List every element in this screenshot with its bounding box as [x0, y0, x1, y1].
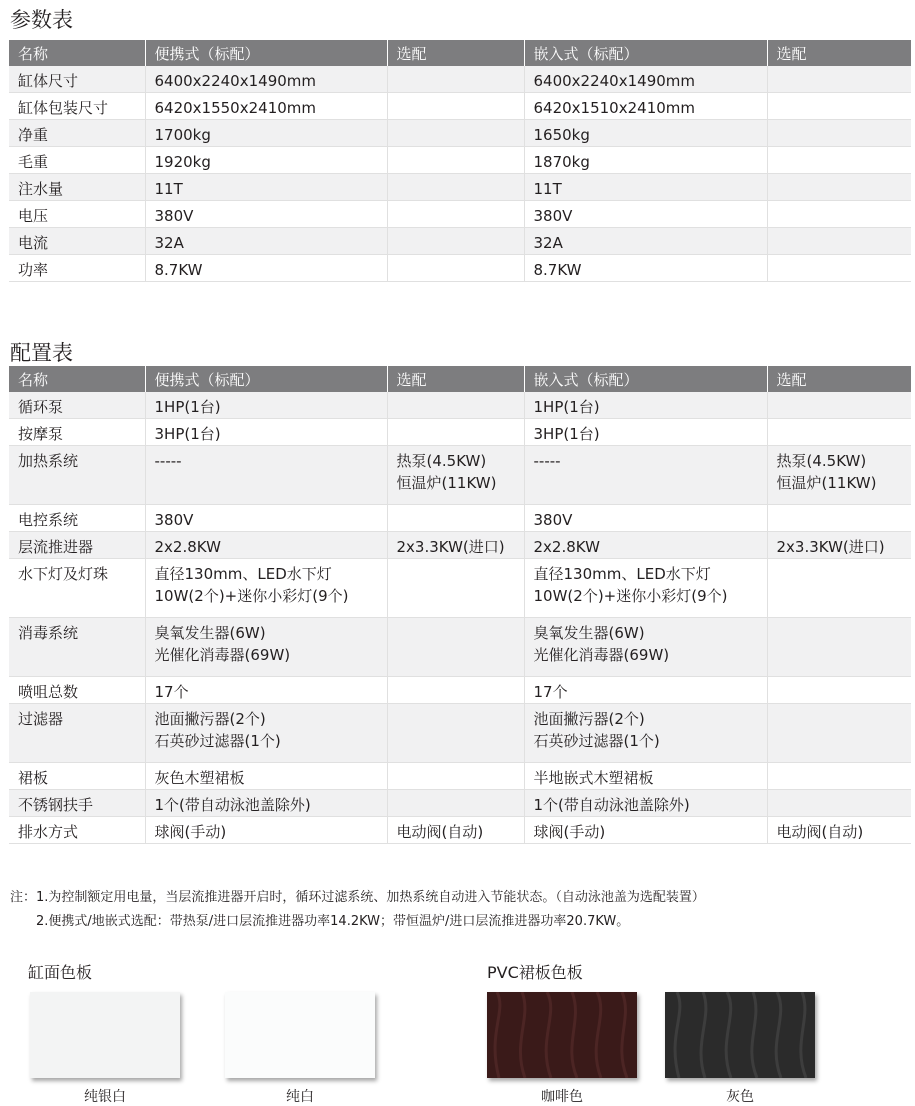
swatch-label: 纯银白 — [84, 1089, 126, 1105]
row-name-cell: 不锈钢扶手 — [9, 790, 145, 817]
value-cell: 11T — [145, 174, 387, 201]
column-header: 选配 — [767, 366, 911, 392]
column-header: 便携式（标配） — [145, 366, 387, 392]
table-row — [9, 618, 911, 677]
column-header: 名称 — [9, 40, 145, 66]
value-cell: 1700kg — [145, 120, 387, 147]
value-cell: 2x2.8KW — [145, 532, 387, 559]
params-table — [9, 40, 911, 282]
value-cell — [387, 505, 524, 532]
table-row — [9, 817, 911, 844]
skirt-swatch-title: PVC裙板色板 — [487, 963, 583, 982]
value-cell: ----- — [145, 446, 387, 505]
table-row — [9, 677, 911, 704]
value-cell: ----- — [524, 446, 767, 505]
column-header: 便携式（标配） — [145, 40, 387, 66]
swatch-label: 咖啡色 — [541, 1089, 583, 1105]
row-name-cell: 裙板 — [9, 763, 145, 790]
value-cell — [387, 677, 524, 704]
value-cell — [767, 704, 911, 763]
swatch-label: 灰色 — [726, 1089, 754, 1105]
row-name-cell: 按摩泵 — [9, 419, 145, 446]
column-header: 选配 — [767, 40, 911, 66]
row-name-cell: 水下灯及灯珠 — [9, 559, 145, 618]
row-name-cell: 电压 — [9, 201, 145, 228]
value-cell — [767, 677, 911, 704]
row-name-cell: 过滤器 — [9, 704, 145, 763]
value-cell — [387, 174, 524, 201]
value-cell: 380V — [145, 505, 387, 532]
value-cell — [767, 228, 911, 255]
row-name-cell: 缸体包装尺寸 — [9, 93, 145, 120]
wood-grain-pattern — [487, 992, 637, 1078]
value-cell: 380V — [524, 201, 767, 228]
config-header-row — [9, 366, 911, 392]
swatch-pure-white — [225, 992, 375, 1078]
column-header: 嵌入式（标配） — [524, 366, 767, 392]
value-cell: 2x2.8KW — [524, 532, 767, 559]
value-cell: 电动阀(自动) — [767, 817, 911, 844]
swatch-silver-white — [30, 992, 180, 1078]
row-name-cell: 循环泵 — [9, 392, 145, 419]
value-cell: 池面撇污器(2个) 石英砂过滤器(1个) — [524, 704, 767, 763]
value-cell — [387, 419, 524, 446]
table-row — [9, 201, 911, 228]
value-cell: 球阀(手动) — [524, 817, 767, 844]
value-cell: 1个(带自动泳池盖除外) — [145, 790, 387, 817]
value-cell: 1870kg — [524, 147, 767, 174]
row-name-cell: 排水方式 — [9, 817, 145, 844]
table-row — [9, 559, 911, 618]
value-cell — [387, 763, 524, 790]
value-cell: 6420x1510x2410mm — [524, 93, 767, 120]
table-row — [9, 228, 911, 255]
row-name-cell: 电流 — [9, 228, 145, 255]
value-cell — [767, 392, 911, 419]
value-cell: 17个 — [145, 677, 387, 704]
value-cell — [387, 120, 524, 147]
row-name-cell: 层流推进器 — [9, 532, 145, 559]
value-cell — [387, 392, 524, 419]
value-cell: 2x3.3KW(进口) — [767, 532, 911, 559]
value-cell: 灰色木塑裙板 — [145, 763, 387, 790]
value-cell: 6420x1550x2410mm — [145, 93, 387, 120]
value-cell — [387, 93, 524, 120]
value-cell: 1920kg — [145, 147, 387, 174]
value-cell — [767, 120, 911, 147]
value-cell: 直径130mm、LED水下灯 10W(2个)+迷你小彩灯(9个) — [524, 559, 767, 618]
table-row — [9, 419, 911, 446]
swatch-coffee — [487, 992, 637, 1078]
value-cell — [387, 559, 524, 618]
value-cell: 直径130mm、LED水下灯 10W(2个)+迷你小彩灯(9个) — [145, 559, 387, 618]
value-cell — [387, 66, 524, 93]
value-cell — [387, 201, 524, 228]
value-cell: 臭氧发生器(6W) 光催化消毒器(69W) — [145, 618, 387, 677]
value-cell — [767, 505, 911, 532]
value-cell: 32A — [524, 228, 767, 255]
value-cell: 2x3.3KW(进口) — [387, 532, 524, 559]
note-1: 注：1.为控制额定用电量，当层流推进器开启时，循环过滤系统、加热系统自动进入节能状态。（自动泳池盖为选配装置） — [10, 890, 705, 905]
table-row — [9, 147, 911, 174]
value-cell: 池面撇污器(2个) 石英砂过滤器(1个) — [145, 704, 387, 763]
table-row — [9, 446, 911, 505]
value-cell: 8.7KW — [524, 255, 767, 282]
value-cell: 3HP(1台) — [524, 419, 767, 446]
value-cell — [767, 763, 911, 790]
value-cell: 球阀(手动) — [145, 817, 387, 844]
row-name-cell: 功率 — [9, 255, 145, 282]
value-cell — [387, 147, 524, 174]
row-name-cell: 毛重 — [9, 147, 145, 174]
column-header: 名称 — [9, 366, 145, 392]
column-header: 嵌入式（标配） — [524, 40, 767, 66]
value-cell: 热泵(4.5KW) 恒温炉(11KW) — [387, 446, 524, 505]
value-cell — [387, 704, 524, 763]
value-cell: 8.7KW — [145, 255, 387, 282]
notes — [10, 886, 705, 934]
value-cell: 3HP(1台) — [145, 419, 387, 446]
value-cell — [767, 174, 911, 201]
table-row — [9, 704, 911, 763]
table-row — [9, 763, 911, 790]
column-header: 选配 — [387, 40, 524, 66]
value-cell: 380V — [524, 505, 767, 532]
table-row — [9, 93, 911, 120]
note-2: 2.便携式/地嵌式选配：带热泵/进口层流推进器功率14.2KW；带恒温炉/进口层流推进器功率20.7KW。 — [10, 914, 630, 929]
value-cell — [767, 419, 911, 446]
row-name-cell: 电控系统 — [9, 505, 145, 532]
row-name-cell: 消毒系统 — [9, 618, 145, 677]
value-cell — [767, 618, 911, 677]
value-cell — [767, 201, 911, 228]
value-cell: 1HP(1台) — [145, 392, 387, 419]
value-cell — [387, 255, 524, 282]
value-cell: 6400x2240x1490mm — [145, 66, 387, 93]
value-cell — [767, 147, 911, 174]
table-row — [9, 505, 911, 532]
value-cell — [767, 93, 911, 120]
value-cell: 臭氧发生器(6W) 光催化消毒器(69W) — [524, 618, 767, 677]
value-cell — [767, 559, 911, 618]
value-cell: 380V — [145, 201, 387, 228]
value-cell: 1HP(1台) — [524, 392, 767, 419]
config-table — [9, 366, 911, 844]
table-row — [9, 255, 911, 282]
value-cell: 半地嵌式木塑裙板 — [524, 763, 767, 790]
value-cell: 热泵(4.5KW) 恒温炉(11KW) — [767, 446, 911, 505]
wood-grain-pattern — [665, 992, 815, 1078]
value-cell — [767, 255, 911, 282]
table-row — [9, 790, 911, 817]
value-cell: 11T — [524, 174, 767, 201]
row-name-cell: 缸体尺寸 — [9, 66, 145, 93]
config-title: 配置表 — [10, 341, 73, 365]
value-cell: 电动阀(自动) — [387, 817, 524, 844]
value-cell — [767, 66, 911, 93]
swatch-label: 纯白 — [286, 1089, 314, 1105]
surface-swatch-title: 缸面色板 — [28, 963, 93, 982]
swatch-gray — [665, 992, 815, 1078]
value-cell — [387, 790, 524, 817]
value-cell: 6400x2240x1490mm — [524, 66, 767, 93]
table-row — [9, 174, 911, 201]
value-cell: 17个 — [524, 677, 767, 704]
row-name-cell: 净重 — [9, 120, 145, 147]
column-header: 选配 — [387, 366, 524, 392]
value-cell: 1个(带自动泳池盖除外) — [524, 790, 767, 817]
row-name-cell: 加热系统 — [9, 446, 145, 505]
value-cell: 1650kg — [524, 120, 767, 147]
value-cell — [387, 228, 524, 255]
table-row — [9, 392, 911, 419]
row-name-cell: 注水量 — [9, 174, 145, 201]
table-row — [9, 66, 911, 93]
params-header-row — [9, 40, 911, 66]
table-row — [9, 532, 911, 559]
row-name-cell: 喷咀总数 — [9, 677, 145, 704]
value-cell: 32A — [145, 228, 387, 255]
value-cell — [767, 790, 911, 817]
table-row — [9, 120, 911, 147]
value-cell — [387, 618, 524, 677]
params-title: 参数表 — [10, 8, 73, 32]
